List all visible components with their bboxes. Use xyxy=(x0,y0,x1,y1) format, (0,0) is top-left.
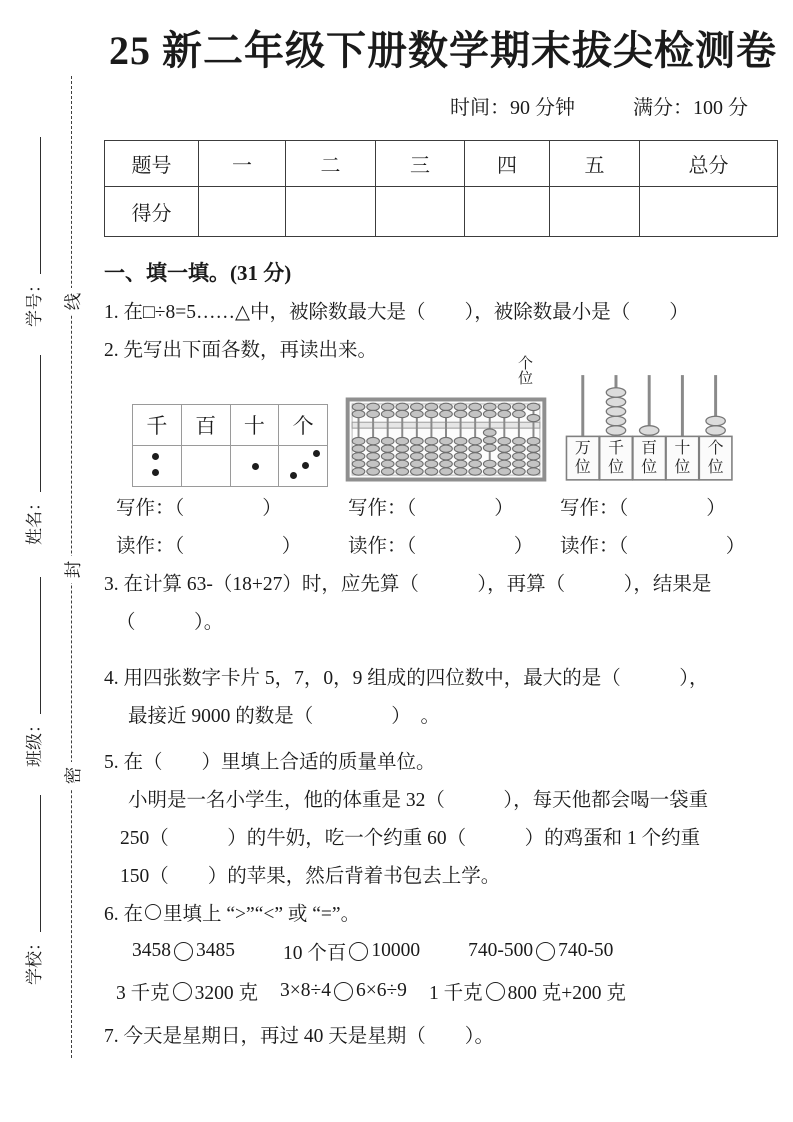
comparison-circle-icon xyxy=(145,904,161,920)
pv-dot xyxy=(152,469,159,476)
page-title: 25 新二年级下册数学期末拔尖检测卷 xyxy=(109,28,777,73)
score-cell xyxy=(465,187,550,237)
abacus-figure xyxy=(345,355,547,487)
score-row-label: 得分 xyxy=(105,187,199,237)
question-2-figures xyxy=(132,355,782,487)
pv-dot xyxy=(152,453,159,460)
question-3-line2: （ ）。 xyxy=(116,612,224,633)
pv-dot xyxy=(313,450,320,457)
question-4-line1: 4. 用四张数字卡片 5，7，0，9 组成的四位数中，最大的是（ ）， xyxy=(104,668,709,689)
score-table xyxy=(104,140,778,237)
abacus-image xyxy=(345,397,547,487)
comparison-circle-icon xyxy=(334,982,353,1001)
svg-text:十: 十 xyxy=(674,440,691,458)
score-cell xyxy=(550,187,640,237)
svg-text:位: 位 xyxy=(707,458,724,476)
pv-header-cell: 百 xyxy=(181,405,230,445)
question-3-line1: 3. 在计算 63-（18+27）时，应先算（ ），再算（ ），结果是 xyxy=(104,574,712,595)
margin-field-class xyxy=(21,577,45,767)
svg-text:百: 百 xyxy=(641,440,658,458)
score-cell xyxy=(286,187,376,237)
comparison-circle-icon xyxy=(174,942,193,961)
question-4-line2: 最接近 9000 的数是（ ） 。 xyxy=(128,706,441,727)
pv-dot xyxy=(302,462,309,469)
pv-header-cell: 个 xyxy=(278,405,327,445)
comparison-circle-icon xyxy=(349,942,368,961)
counting-device-figure xyxy=(564,369,734,487)
question-5-line1: 5. 在（ ）里填上合适的质量单位。 xyxy=(104,752,436,773)
question-5-line2: 小明是一名小学生，他的体重是 32（ ），每天他都会喝一袋重 xyxy=(128,790,709,811)
comparison-item xyxy=(116,977,258,1005)
class-blank-line xyxy=(40,577,41,714)
question-2-prompt: 2. 先写出下面各数，再读出来。 xyxy=(104,340,378,361)
svg-text:位: 位 xyxy=(641,458,658,476)
svg-text:位: 位 xyxy=(574,458,591,476)
abacus-ones-place-label: 个位 xyxy=(516,355,532,385)
comparison-item xyxy=(468,940,613,962)
comparison-left: 3 千克 xyxy=(116,983,170,1004)
seal-char-xian: 线 xyxy=(59,288,86,315)
question-6-prompt xyxy=(104,893,782,931)
score-table-header-5: 五 xyxy=(550,141,640,187)
pv-header-cell: 十 xyxy=(230,405,279,445)
comparison-circle-icon xyxy=(173,982,192,1001)
question-7: 7. 今天是星期日，再过 40 天是星期（ ）。 xyxy=(104,1026,495,1047)
comparison-row-1 xyxy=(104,931,782,971)
comparison-item xyxy=(429,977,626,1005)
score-table-header-1: 一 xyxy=(199,141,286,187)
svg-text:个: 个 xyxy=(707,440,724,458)
comparison-right: 740-50 xyxy=(558,940,614,961)
read-row xyxy=(104,525,782,563)
write-label-1: 写作：（ ） xyxy=(116,498,282,519)
comparison-right: 3485 xyxy=(196,940,235,961)
question-6-prompt-prefix: 6. 在 xyxy=(104,904,144,925)
write-label-2: 写作：（ ） xyxy=(348,498,514,519)
score-table-header-3: 三 xyxy=(376,141,465,187)
class-label: 班级： xyxy=(25,716,44,767)
margin-field-student-id xyxy=(21,137,45,327)
margin-field-school xyxy=(21,795,45,985)
write-label-3: 写作：（ ） xyxy=(560,498,726,519)
comparison-left: 10 个百 xyxy=(283,943,347,964)
comparison-left: 1 千克 xyxy=(428,983,483,1004)
place-value-table xyxy=(132,404,328,487)
comparison-left: 3×8÷4 xyxy=(280,980,331,1001)
pv-dots-cell xyxy=(278,446,327,486)
pv-dots-cell xyxy=(230,446,279,486)
comparison-item xyxy=(283,937,420,965)
read-label-3: 读作：（ ） xyxy=(560,536,746,557)
exam-time: 时间：90 分钟 xyxy=(450,96,575,119)
pv-dot xyxy=(290,472,297,479)
pv-dots-cell xyxy=(181,446,230,486)
name-blank-line xyxy=(40,355,41,492)
score-table-header-2: 二 xyxy=(286,141,376,187)
pv-header-cell: 千 xyxy=(146,414,168,438)
comparison-right: 10000 xyxy=(371,940,421,961)
comparison-right: 800 克+200 克 xyxy=(507,983,626,1004)
question-5-line3: 250（ ）的牛奶，吃一个约重 60（ ）的鸡蛋和 1 个约重 xyxy=(120,828,701,849)
score-table-header-4: 四 xyxy=(465,141,550,187)
comparison-row-2 xyxy=(104,971,782,1011)
pv-dots-cell xyxy=(133,446,181,486)
comparison-right: 3200 克 xyxy=(194,983,259,1004)
comparison-left: 3458 xyxy=(132,940,171,961)
exam-full-score: 满分：100 分 xyxy=(633,96,748,119)
student-id-label: 学号： xyxy=(25,276,44,327)
student-id-blank-line xyxy=(40,137,41,274)
name-label: 姓名： xyxy=(25,494,44,545)
svg-text:千: 千 xyxy=(608,440,624,458)
exam-info-row xyxy=(104,88,782,122)
svg-text:万: 万 xyxy=(574,440,591,458)
question-5-line4: 150（ ）的苹果，然后背着书包去上学。 xyxy=(120,866,501,887)
question-1: 1. 在□÷8=5……△中，被除数最大是（ ），被除数最小是（ ） xyxy=(104,302,689,323)
school-blank-line xyxy=(40,795,41,932)
read-label-1: 读作：（ ） xyxy=(116,536,302,557)
comparison-item xyxy=(280,980,407,1002)
svg-text:位: 位 xyxy=(608,458,624,476)
comparison-right: 6×6÷9 xyxy=(355,980,407,1001)
score-cell xyxy=(199,187,286,237)
score-cell xyxy=(640,187,778,237)
section-one-heading: 一、填一填。(31 分) xyxy=(104,261,292,285)
margin-field-name xyxy=(21,355,45,545)
question-6-prompt-suffix: 里填上 “>”“<” 或 “=”。 xyxy=(163,904,361,925)
score-cell xyxy=(376,187,465,237)
comparison-left: 740-500 xyxy=(468,940,534,961)
score-table-header-total: 总分 xyxy=(640,141,778,187)
pv-dot xyxy=(252,463,259,470)
comparison-item xyxy=(132,940,235,962)
seal-char-feng: 封 xyxy=(59,556,86,583)
write-row xyxy=(104,487,782,525)
comparison-circle-icon xyxy=(486,982,505,1001)
read-label-2: 读作：（ ） xyxy=(348,536,534,557)
seal-char-mi: 密 xyxy=(59,762,86,789)
score-table-header-question: 题号 xyxy=(105,141,199,187)
comparison-circle-icon xyxy=(536,942,555,961)
exam-content xyxy=(104,0,782,1053)
svg-text:位: 位 xyxy=(674,458,691,476)
school-label: 学校： xyxy=(25,934,44,985)
